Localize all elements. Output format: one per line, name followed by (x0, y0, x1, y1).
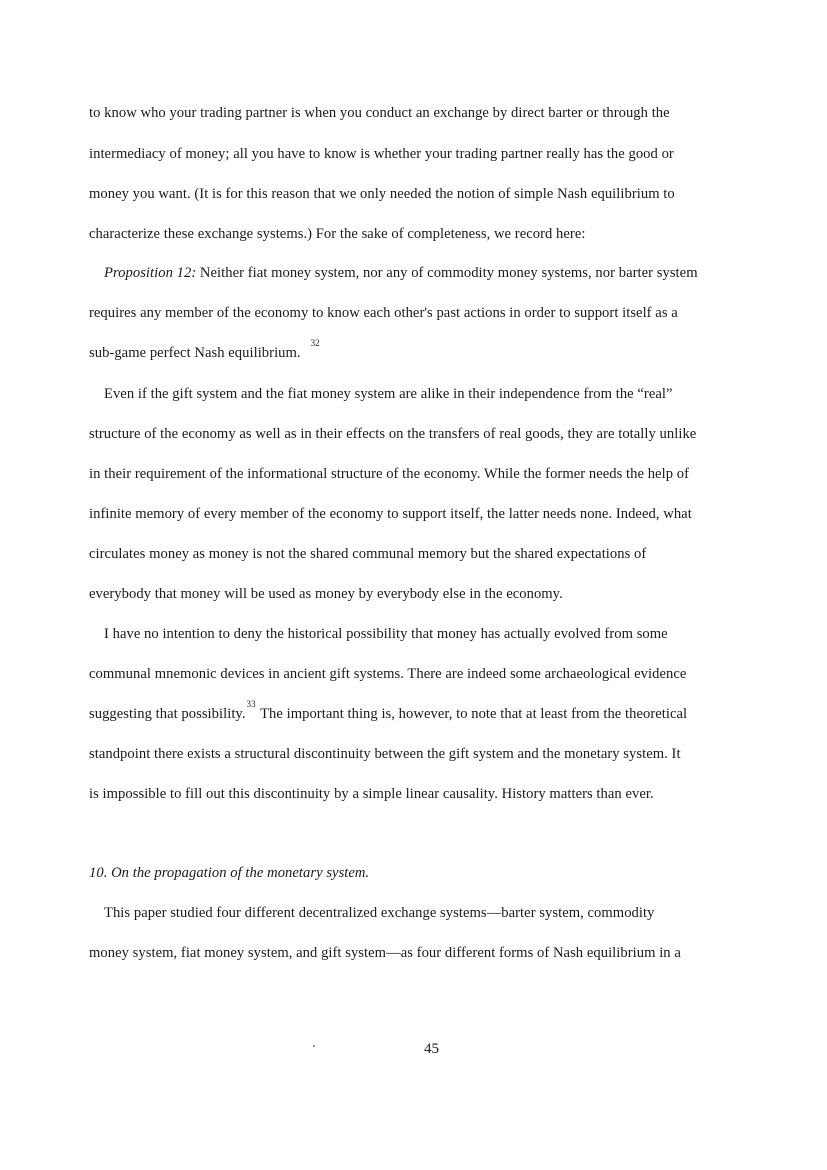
body-text-line: This paper studied four different decentralized exchange systems—barter system, commodity (104, 905, 655, 921)
body-text-line: in their requirement of the informational structure of the economy. While the former needs the help of (89, 466, 689, 482)
body-text-line (89, 699, 688, 724)
body-text-line: characterize these exchange systems.) For the sake of completeness, we record here: (89, 226, 586, 242)
footnote-marker: 33 (246, 699, 256, 709)
body-text-line: Even if the gift system and the fiat money system are alike in their independence from the “real” (104, 386, 673, 402)
body-text-line: intermediacy of money; all you have to know is whether your trading partner really has the good or (89, 146, 674, 162)
page-number: 45 (424, 1041, 439, 1057)
body-text-line: standpoint there exists a structural discontinuity between the gift system and the monetary system. It (89, 746, 681, 762)
body-text: The important thing is, however, to note that at least from the theoretical (256, 706, 688, 722)
proposition-line (104, 264, 698, 282)
proposition-text: Neither fiat money system, nor any of commodity money systems, nor barter system (196, 265, 698, 281)
body-text-line: is impossible to fill out this discontinuity by a simple linear causality. History matters than ever. (89, 786, 654, 802)
body-text-line: money you want. (It is for this reason that we only needed the notion of simple Nash equilibrium to (89, 186, 675, 202)
body-text-line: communal mnemonic devices in ancient gift systems. There are indeed some archaeological evidence (89, 666, 687, 682)
body-text-line: money system, fiat money system, and gift system—as four different forms of Nash equilibrium in a (89, 945, 681, 961)
body-text: suggesting that possibility. (89, 706, 246, 722)
body-text-line: structure of the economy as well as in their effects on the transfers of real goods, they are totally unlike (89, 426, 697, 442)
body-text-line: infinite memory of every member of the economy to support itself, the latter needs none. Indeed, what (89, 506, 692, 522)
proposition-text: sub-game perfect Nash equilibrium. (89, 345, 301, 361)
body-text-line (89, 338, 321, 363)
scan-artifact (313, 1045, 315, 1047)
body-text-line: everybody that money will be used as money by everybody else in the economy. (89, 586, 563, 602)
proposition-label: Proposition 12: (104, 265, 197, 281)
body-text-line: to know who your trading partner is when you conduct an exchange by direct barter or through the (89, 105, 670, 121)
footnote-marker: 32 (310, 338, 320, 348)
section-heading: 10. On the propagation of the monetary system. (89, 865, 370, 881)
body-text-line: I have no intention to deny the historical possibility that money has actually evolved from some (104, 626, 668, 642)
body-text-line: circulates money as money is not the shared communal memory but the shared expectations of (89, 546, 647, 562)
body-text-line: requires any member of the economy to know each other's past actions in order to support itself as a (89, 305, 678, 321)
